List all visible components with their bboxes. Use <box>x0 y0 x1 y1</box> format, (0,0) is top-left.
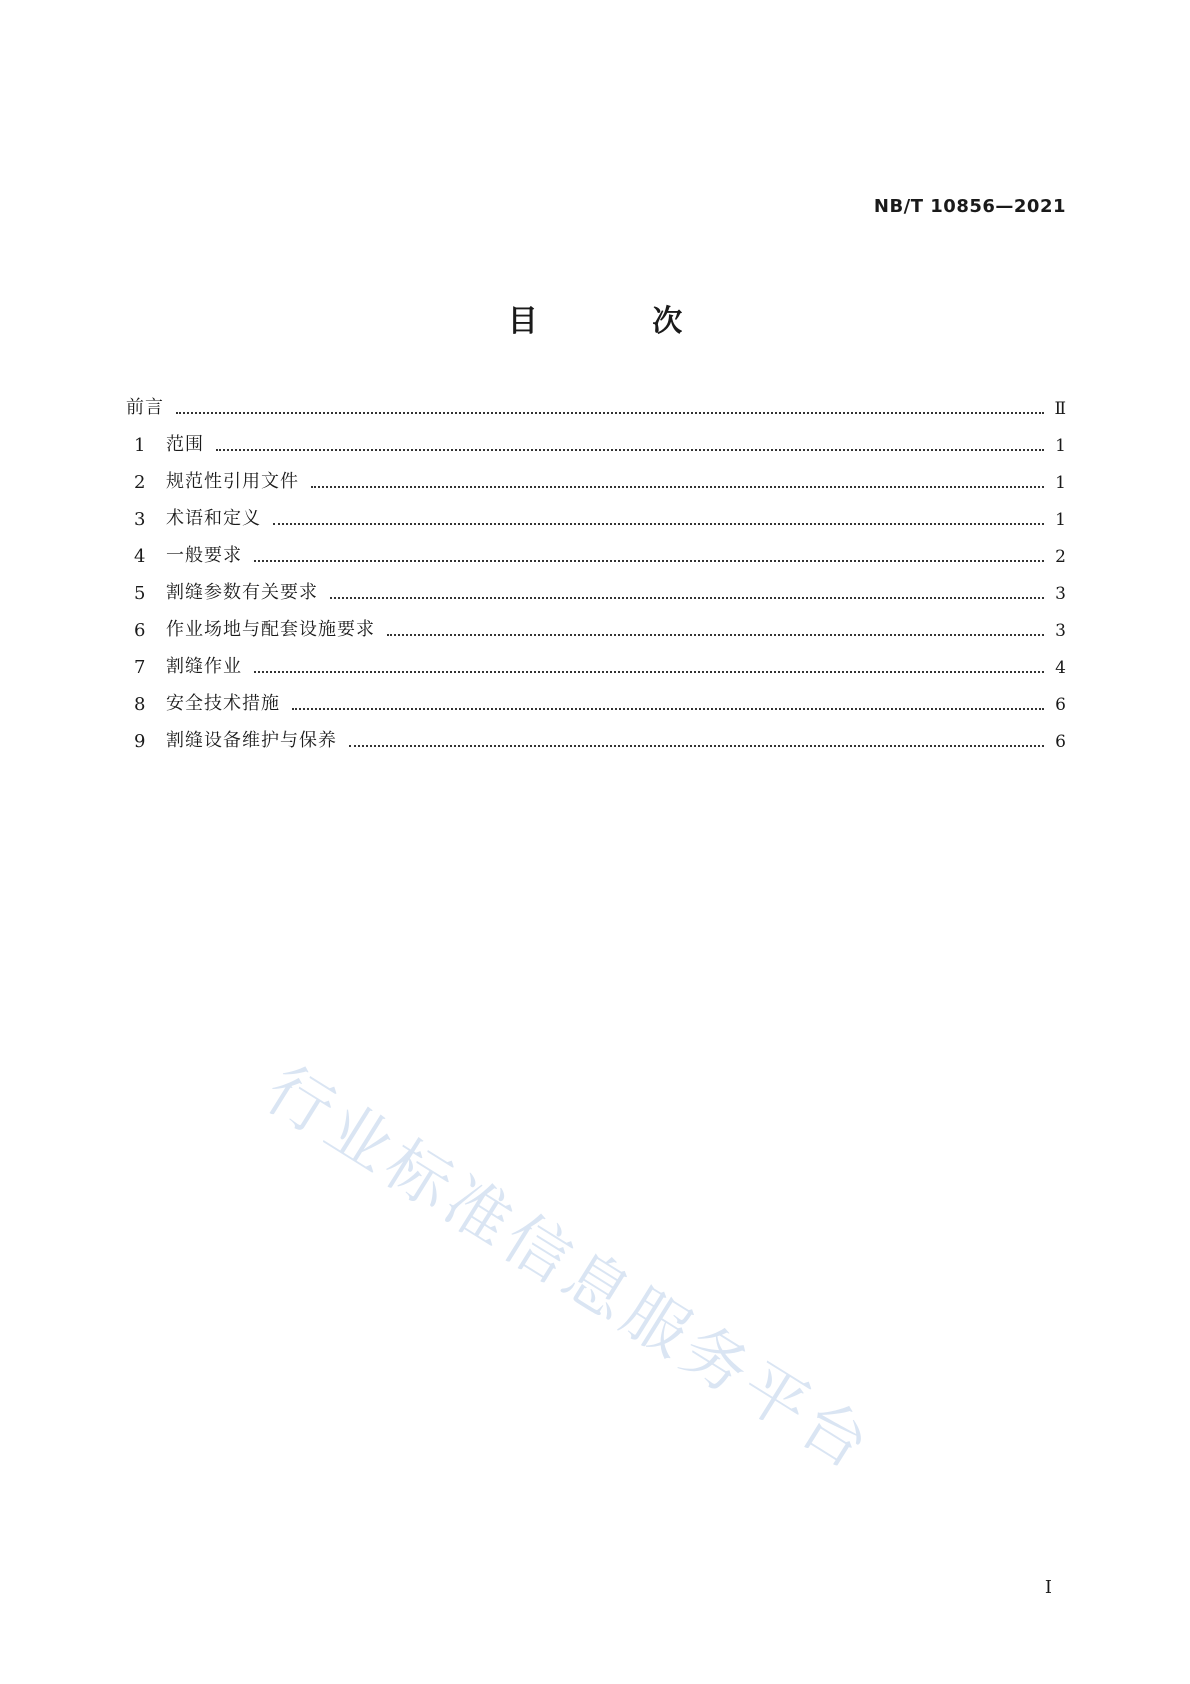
toc-leader-dots <box>273 523 1044 525</box>
toc-entry-2[interactable] <box>134 456 1066 493</box>
toc-entry-number: 8 <box>134 694 146 715</box>
toc-entry-number: 5 <box>134 583 146 604</box>
toc-entry-title: 规范性引用文件 <box>166 471 299 492</box>
toc-entry-title: 范围 <box>166 434 204 455</box>
toc-entry-number: 4 <box>134 546 146 567</box>
toc-entry-5[interactable] <box>134 567 1066 604</box>
toc-entry-number: 7 <box>134 657 146 678</box>
toc-entry-number: 3 <box>134 509 146 530</box>
toc-leader-dots <box>254 671 1044 673</box>
toc-entry-9[interactable] <box>134 715 1066 752</box>
toc-leader-dots <box>311 486 1044 488</box>
toc-entry-page: 2 <box>1055 547 1066 567</box>
toc-entry-3[interactable] <box>134 493 1066 530</box>
page-title: 目 次 <box>507 304 735 339</box>
toc-entry-number: 6 <box>134 620 146 641</box>
watermark: 行业标准信息服务平台 <box>252 1052 886 1487</box>
toc-entry-page: 3 <box>1055 621 1066 641</box>
toc-entry-number: 1 <box>134 435 146 456</box>
toc-leader-dots <box>176 412 1044 414</box>
toc-entry-title: 术语和定义 <box>166 508 261 529</box>
toc-entry-6[interactable] <box>134 604 1066 641</box>
toc-entry-foreword[interactable] <box>126 382 1066 419</box>
toc-entry-page: 1 <box>1055 510 1066 530</box>
toc-entry-page: Ⅱ <box>1054 399 1066 419</box>
standard-code: NB/T 10856—2021 <box>873 196 1066 217</box>
toc-entry-title: 前言 <box>126 397 164 418</box>
toc-leader-dots <box>349 745 1044 747</box>
page-number: Ⅰ <box>1044 1577 1052 1598</box>
toc-entry-number: 9 <box>134 731 146 752</box>
toc-entry-page: 6 <box>1055 695 1066 715</box>
toc-entry-title: 安全技术措施 <box>166 693 280 714</box>
toc-leader-dots <box>216 449 1044 451</box>
toc-entry-1[interactable] <box>134 419 1066 456</box>
toc-entry-page: 3 <box>1055 584 1066 604</box>
toc-leader-dots <box>330 597 1044 599</box>
toc-entry-7[interactable] <box>134 641 1066 678</box>
toc-leader-dots <box>292 708 1044 710</box>
toc-entry-page: 1 <box>1055 436 1066 456</box>
toc-entry-title: 割缝作业 <box>166 656 242 677</box>
table-of-contents <box>126 382 1066 752</box>
toc-entry-title: 作业场地与配套设施要求 <box>166 619 375 640</box>
toc-entry-page: 4 <box>1055 658 1066 678</box>
toc-entry-title: 割缝设备维护与保养 <box>166 730 337 751</box>
toc-entry-number: 2 <box>134 472 146 493</box>
toc-entry-title: 一般要求 <box>166 545 242 566</box>
toc-leader-dots <box>387 634 1044 636</box>
toc-entry-page: 1 <box>1055 473 1066 493</box>
toc-entry-4[interactable] <box>134 530 1066 567</box>
toc-entry-8[interactable] <box>134 678 1066 715</box>
toc-leader-dots <box>254 560 1044 562</box>
toc-entry-page: 6 <box>1055 732 1066 752</box>
toc-entry-title: 割缝参数有关要求 <box>166 582 318 603</box>
